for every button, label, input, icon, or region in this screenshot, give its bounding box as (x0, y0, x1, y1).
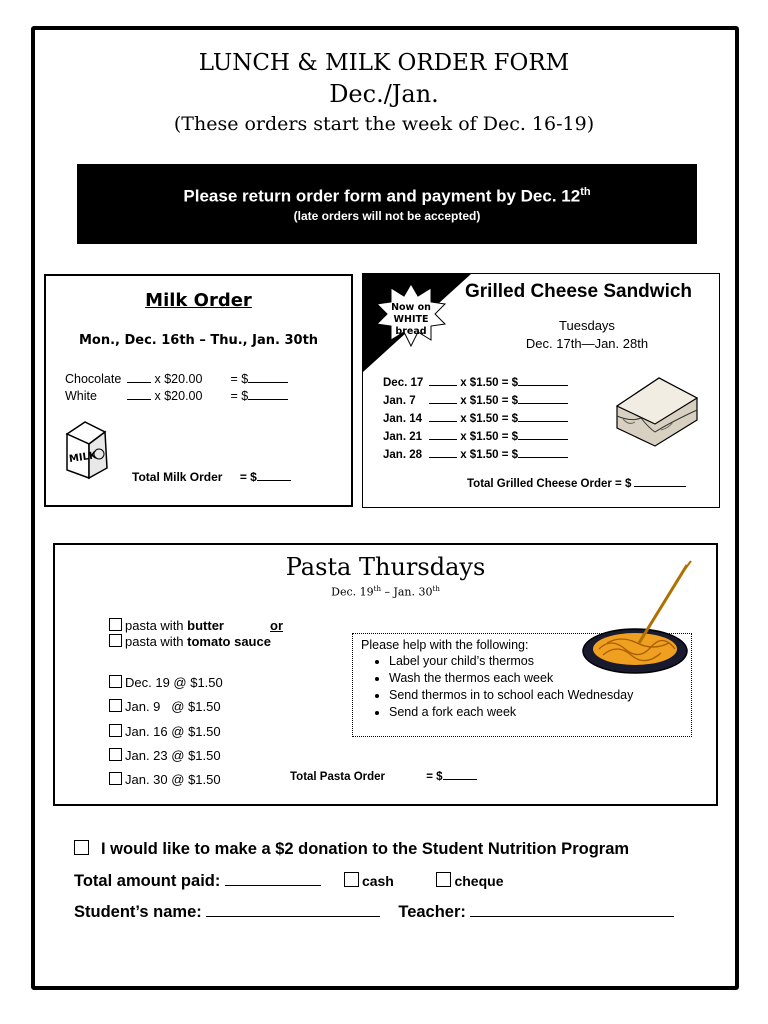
banner-main: Please return order form and payment by Dec. 12th (183, 186, 591, 206)
donation-row[interactable]: I would like to make a $2 donation to the Student Nutrition Program (74, 840, 629, 859)
grilled-total-field[interactable] (634, 486, 686, 487)
milk-dates: Mon., Dec. 16th – Thu., Jan. 30th (78, 333, 319, 348)
help-item: • Send thermos in to school each Wednesday (389, 687, 691, 704)
butter-checkbox[interactable] (109, 618, 122, 631)
names-row: Student’s name: Teacher: (74, 903, 674, 922)
grilled-range: Dec. 17th—Jan. 28th (525, 336, 649, 351)
milk-row-chocolate: Chocolate x $20.00 = $ (65, 372, 288, 386)
grilled-amount-jan14[interactable] (518, 421, 568, 422)
grilled-row-jan14: Jan. 14 x $1.50 = $ (383, 410, 568, 428)
grilled-rows (383, 374, 568, 464)
payment-row: Total amount paid: cash cheque (74, 872, 504, 890)
cheque-option[interactable]: cheque (436, 873, 503, 889)
grilled-total: Total Grilled Cheese Order = $ (467, 478, 686, 490)
pasta-date-jan9[interactable]: Jan. 9 @ $1.50 (109, 695, 223, 719)
grilled-qty-jan14[interactable] (429, 421, 457, 422)
milk-row-white: White x $20.00 = $ (65, 389, 288, 403)
pasta-date-checkbox[interactable] (109, 699, 122, 712)
svg-text:bread: bread (395, 326, 427, 337)
pasta-date-checkbox[interactable] (109, 724, 122, 737)
pasta-total-field[interactable] (443, 779, 477, 780)
pasta-option-tomato[interactable]: pasta with tomato sauce (109, 634, 283, 650)
pasta-date-checkbox[interactable] (109, 772, 122, 785)
grilled-amount-jan28[interactable] (518, 457, 568, 458)
svg-text:MILK: MILK (68, 450, 98, 466)
cash-checkbox[interactable] (344, 872, 359, 887)
pasta-date-jan23[interactable]: Jan. 23 @ $1.50 (109, 744, 223, 768)
pasta-box (53, 543, 718, 806)
pasta-options (109, 618, 283, 650)
chocolate-amount-field[interactable] (248, 382, 288, 383)
grilled-row-jan7: Jan. 7 x $1.50 = $ (383, 392, 568, 410)
grilled-title: Grilled Cheese Sandwich (465, 281, 693, 302)
grilled-day: Tuesdays (559, 318, 615, 333)
milk-carton-icon (55, 416, 117, 482)
svg-text:Now on: Now on (391, 302, 431, 313)
grilled-qty-jan7[interactable] (429, 403, 457, 404)
spaghetti-plate-icon (581, 559, 697, 679)
help-item: • Label your child’s thermos (389, 653, 691, 670)
pasta-date-jan30[interactable]: Jan. 30 @ $1.50 (109, 768, 223, 792)
pasta-date-checkbox[interactable] (109, 748, 122, 761)
white-amount-field[interactable] (248, 399, 288, 400)
tomato-sauce-checkbox[interactable] (109, 634, 122, 647)
return-banner (77, 164, 697, 244)
milk-title: Milk Order (145, 290, 252, 311)
total-paid-field[interactable] (225, 885, 321, 886)
grilled-row-jan28: Jan. 28 x $1.50 = $ (383, 446, 568, 464)
help-item: • Wash the thermos each week (389, 670, 691, 687)
pasta-dates (109, 671, 223, 792)
pasta-total: Total Pasta Order = $ (290, 771, 477, 783)
pasta-range: Dec. 19th – Jan. 30th (331, 585, 440, 599)
milk-total: Total Milk Order = $ (132, 470, 291, 484)
svg-text:WHITE: WHITE (393, 314, 429, 325)
pasta-option-butter[interactable]: pasta with butter or (109, 618, 283, 634)
help-item: • Send a fork each week (389, 704, 691, 721)
grilled-cheese-box (362, 273, 720, 508)
grilled-qty-jan28[interactable] (429, 457, 457, 458)
chocolate-qty-field[interactable] (127, 382, 151, 383)
student-name-field[interactable] (206, 916, 380, 917)
milk-order-box (44, 274, 353, 507)
pasta-date-checkbox[interactable] (109, 675, 122, 688)
white-qty-field[interactable] (127, 399, 151, 400)
cheque-checkbox[interactable] (436, 872, 451, 887)
grilled-row-dec17: Dec. 17 x $1.50 = $ (383, 374, 568, 392)
grilled-amount-jan7[interactable] (518, 403, 568, 404)
now-on-white-bread-burst (363, 274, 475, 384)
pasta-title: Pasta Thursdays (285, 553, 486, 581)
grilled-amount-dec17[interactable] (518, 385, 568, 386)
form-title: LUNCH & MILK ORDER FORM (198, 50, 570, 76)
teacher-field[interactable] (470, 916, 674, 917)
form-period: Dec./Jan. (329, 80, 439, 108)
grilled-qty-jan21[interactable] (429, 439, 457, 440)
pasta-date-dec19[interactable]: Dec. 19 @ $1.50 (109, 671, 223, 695)
form-start-note: (These orders start the week of Dec. 16-19) (173, 113, 595, 135)
cash-option[interactable]: cash (344, 873, 394, 889)
banner-sub: (late orders will not be accepted) (293, 208, 481, 223)
sandwich-icon (611, 372, 703, 450)
grilled-row-jan21: Jan. 21 x $1.50 = $ (383, 428, 568, 446)
donation-checkbox[interactable] (74, 840, 89, 855)
grilled-amount-jan21[interactable] (518, 439, 568, 440)
grilled-qty-dec17[interactable] (429, 385, 457, 386)
milk-total-field[interactable] (257, 480, 291, 481)
pasta-date-jan16[interactable]: Jan. 16 @ $1.50 (109, 720, 223, 744)
pasta-help-title: Please help with the following: (361, 638, 529, 652)
